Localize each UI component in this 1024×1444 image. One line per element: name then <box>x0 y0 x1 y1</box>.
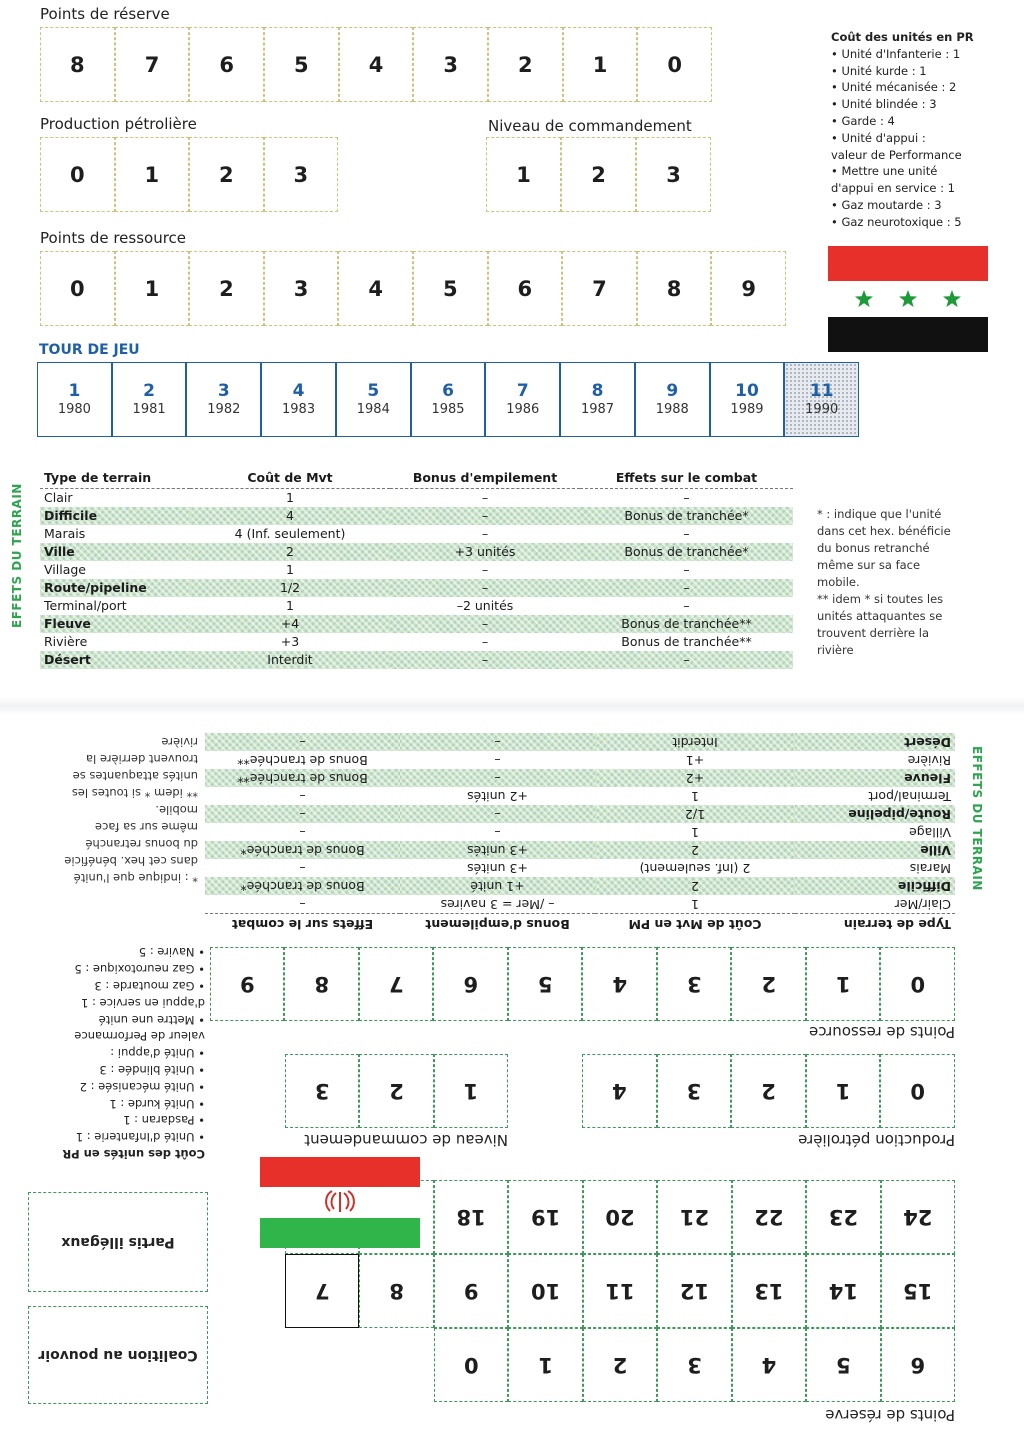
footnote-line: mobile. <box>155 803 198 817</box>
terrain-value: – <box>299 861 306 877</box>
terrain-value: +2 <box>595 770 795 788</box>
terrain-value: 2 <box>595 878 795 896</box>
unit-cost-line: • Mettre une unité <box>831 164 938 179</box>
iraq-resource-track <box>40 251 786 326</box>
reserve-box[interactable]: 3 <box>413 27 488 102</box>
flag-stripe-top <box>828 246 988 281</box>
terrain-value: – <box>299 789 306 805</box>
resource-box[interactable]: 7 <box>359 947 434 1021</box>
resource-box[interactable]: 3 <box>657 947 732 1021</box>
footnote-line: rivière <box>817 643 854 657</box>
terrain-row <box>40 597 793 615</box>
unit-cost-line: • Unité mécanisée : 2 <box>831 80 957 95</box>
resource-box[interactable]: 2 <box>732 947 807 1021</box>
terrain-row <box>205 734 955 752</box>
column-header: Type de terrain <box>795 914 955 934</box>
iran-oil-track <box>582 1054 955 1128</box>
column-header: Coût de Mvt <box>190 468 390 488</box>
reserve-box[interactable]: 24 <box>881 1180 955 1254</box>
footnote-line: * : indique que l'unité <box>817 507 942 521</box>
terrain-row <box>40 651 793 669</box>
turn-box[interactable] <box>411 362 486 437</box>
unit-cost-line: • Pasdaran : 1 <box>123 1113 205 1128</box>
iran-reserve-row <box>434 1328 955 1402</box>
footnote-line: ** idem * si toutes les <box>71 786 198 800</box>
terrain-row <box>205 770 955 788</box>
terrain-type: Rivière <box>44 633 88 649</box>
reserve-box[interactable]: 8 <box>360 1254 434 1328</box>
footnote-line: ** idem * si toutes les <box>817 592 944 606</box>
terrain-value: – <box>400 770 595 788</box>
resource-box[interactable]: 8 <box>637 251 712 326</box>
terrain-type: Clair <box>44 489 73 505</box>
reserve-box[interactable]: 22 <box>732 1180 806 1254</box>
terrain-value: +3 unités <box>467 861 528 877</box>
terrain-row <box>205 878 955 896</box>
terrain-value: – <box>390 507 580 525</box>
turn-box[interactable] <box>186 362 261 437</box>
unit-cost-line: • Unité kurde : 1 <box>109 1096 205 1111</box>
terrain-value: – <box>390 579 580 597</box>
turn-year: 1986 <box>506 401 540 417</box>
unit-cost-line: • Unité d'Infanterie : 1 <box>831 46 961 61</box>
terrain-value: +3 unités <box>400 842 595 860</box>
footnote-line: mobile. <box>817 575 860 589</box>
terrain-value: – <box>580 579 793 597</box>
terrain-type: Fleuve <box>795 770 955 788</box>
terrain-row <box>40 488 793 507</box>
terrain-value: 1 <box>691 825 699 841</box>
terrain-type: Désert <box>40 651 190 669</box>
terrain-row <box>40 579 793 597</box>
reserve-box[interactable]: 1 <box>508 1328 582 1402</box>
terrain-value: – <box>494 825 501 841</box>
terrain-value: – <box>205 806 400 824</box>
iraq-flag <box>828 246 988 352</box>
footnote-line: trouvent derrière la <box>817 626 929 640</box>
terrain-value: – <box>683 561 690 577</box>
turn-year: 1982 <box>207 401 241 417</box>
reserve-box[interactable]: 6 <box>881 1328 955 1402</box>
turn-year: 1981 <box>132 401 166 417</box>
turn-number: 2 <box>143 380 156 401</box>
turn-year: 1985 <box>431 401 465 417</box>
turn-box[interactable] <box>112 362 187 437</box>
command-box[interactable]: 3 <box>285 1054 359 1128</box>
terrain-type: Route/pipeline <box>795 806 955 824</box>
iran-terrain-table <box>205 734 955 935</box>
turn-box[interactable] <box>560 362 635 437</box>
reserve-box[interactable]: 9 <box>434 1254 508 1328</box>
oil-box[interactable]: 1 <box>115 137 190 212</box>
iran-oil-label: Production pétrolière <box>798 1131 955 1149</box>
resource-box[interactable]: 9 <box>711 251 786 326</box>
terrain-value: Bonus de tranchée* <box>205 842 400 860</box>
turn-number: 6 <box>442 380 454 401</box>
footnote-line: du bonus retranché <box>85 837 198 851</box>
terrain-value: Interdit <box>190 651 390 669</box>
terrain-value: 2 <box>190 543 390 561</box>
terrain-type: Terminal/port <box>868 789 951 805</box>
unit-cost-line: • Unité kurde : 1 <box>831 63 927 78</box>
turn-number: 11 <box>809 380 834 401</box>
iran-flag <box>260 1157 420 1248</box>
reserve-box[interactable]: 2 <box>583 1328 657 1402</box>
turn-number: 10 <box>735 380 759 401</box>
resource-box[interactable]: 0 <box>881 947 956 1021</box>
column-header: Effets sur le combat <box>580 468 793 488</box>
terrain-value: 4 (Inf. seulement) <box>234 525 346 541</box>
iran-resource-label: Points de ressource <box>808 1023 955 1041</box>
command-box[interactable]: 1 <box>434 1054 508 1128</box>
terrain-type: Ville <box>795 842 955 860</box>
terrain-value: Bonus de tranchée** <box>237 753 368 769</box>
terrain-value: 1 <box>286 561 294 577</box>
iran-command-label: Niveau de commandement <box>304 1131 508 1149</box>
flag-stripe-top <box>260 1218 420 1248</box>
terrain-value: – <box>481 633 489 649</box>
terrain-type: Village <box>909 825 951 841</box>
terrain-value: – <box>481 489 489 505</box>
terrain-row <box>205 824 955 842</box>
oil-box[interactable]: 4 <box>582 1054 657 1128</box>
terrain-row <box>205 842 955 860</box>
terrain-value: +1 unité <box>400 878 595 896</box>
iran-command-track <box>285 1054 508 1128</box>
column-header: Bonus d'empilement <box>390 468 580 488</box>
unit-cost-line: • Gaz moutarde : 3 <box>94 979 205 994</box>
resource-box[interactable]: 1 <box>806 947 881 1021</box>
command-box[interactable]: 3 <box>636 137 711 212</box>
turn-number: 1 <box>68 380 81 401</box>
illegal-parties-box[interactable]: Partis illégaux <box>28 1192 208 1292</box>
terrain-value: +1 <box>685 753 705 769</box>
reserve-box[interactable]: 3 <box>657 1328 731 1402</box>
footnote-line: même sur sa face <box>817 558 921 572</box>
terrain-row <box>205 860 955 878</box>
reserve-box[interactable]: 1 <box>563 27 638 102</box>
unit-cost-line: • Unité mécanisée : 2 <box>79 1079 205 1094</box>
iran-unit-costs <box>15 944 205 1162</box>
reserve-box[interactable]: 0 <box>434 1328 508 1402</box>
footnote-line: * : indique que l'unité <box>73 871 198 885</box>
terrain-row <box>205 788 955 806</box>
iraq-unit-costs <box>831 29 1021 231</box>
terrain-type: Village <box>44 561 86 577</box>
terrain-value: 1 <box>691 897 699 913</box>
terrain-value: – <box>400 806 595 824</box>
turn-number: 5 <box>367 380 380 401</box>
terrain-type: Désert <box>795 734 955 752</box>
oil-box[interactable]: 0 <box>880 1054 955 1128</box>
terrain-value: – <box>390 615 580 633</box>
reserve-box[interactable]: 14 <box>806 1254 880 1328</box>
terrain-value: – <box>390 651 580 669</box>
resource-box[interactable]: 6 <box>488 251 563 326</box>
iraq-command-label: Niveau de commandement <box>488 117 692 135</box>
turn-box[interactable] <box>485 362 560 437</box>
turn-number: 7 <box>516 380 529 401</box>
unit-cost-line: • Garde : 4 <box>831 113 895 128</box>
turn-number: 4 <box>292 380 305 401</box>
oil-box[interactable]: 3 <box>264 137 339 212</box>
turn-year: 1980 <box>57 401 91 417</box>
footnote-line: rivière <box>161 735 198 749</box>
terrain-value: – /Mer = 3 navires <box>440 897 555 913</box>
terrain-value: 2 (Inf. seulement) <box>639 861 751 877</box>
terrain-value: Bonus de tranchée** <box>205 770 400 788</box>
footnote-line: du bonus retranché <box>817 541 930 555</box>
turn-year: 1988 <box>655 401 689 417</box>
command-box[interactable]: 1 <box>486 137 561 212</box>
footnote-line: dans cet hex. bénéficie <box>64 854 198 868</box>
iraq-reserve-track <box>40 27 712 102</box>
reserve-box[interactable]: 5 <box>806 1328 880 1402</box>
terrain-value: – <box>683 525 690 541</box>
resource-box[interactable]: 3 <box>264 251 339 326</box>
terrain-type: Difficile <box>40 507 190 525</box>
unit-cost-line: d'appui en service : 1 <box>81 995 205 1010</box>
terrain-value: – <box>299 825 306 841</box>
resource-box[interactable]: 6 <box>434 947 509 1021</box>
unit-cost-line: • Gaz neurotoxique : 5 <box>74 962 205 977</box>
resource-box[interactable]: 2 <box>189 251 264 326</box>
turn-year: 1987 <box>580 401 615 417</box>
reserve-box[interactable]: 13 <box>732 1254 806 1328</box>
terrain-value: 1 <box>286 489 294 505</box>
iraq-terrain-table <box>40 468 793 669</box>
terrain-value: – <box>683 489 690 505</box>
turn-track-title: TOUR DE JEU <box>39 342 140 358</box>
terrain-value: +4 <box>190 615 390 633</box>
iran-resource-track <box>210 947 955 1021</box>
reserve-box[interactable]: 19 <box>508 1180 582 1254</box>
reserve-box[interactable]: 18 <box>434 1180 508 1254</box>
unit-cost-line: • Mettre une unité <box>98 1012 205 1027</box>
terrain-row <box>40 525 793 543</box>
iraq-terrain-footnote <box>817 506 987 659</box>
terrain-type: Terminal/port <box>44 597 127 613</box>
terrain-value: – <box>494 753 501 769</box>
terrain-value: –2 unités <box>456 597 514 613</box>
iraq-resource-label: Points de ressource <box>40 229 187 247</box>
reserve-box[interactable]: 2 <box>488 27 563 102</box>
command-box[interactable]: 2 <box>561 137 636 212</box>
turn-year: 1990 <box>805 401 839 417</box>
column-header: Type de terrain <box>40 468 190 488</box>
terrain-value: 1/2 <box>595 806 795 824</box>
unit-cost-line: valeur de Performance <box>74 1029 205 1044</box>
terrain-value: 4 <box>190 507 390 525</box>
resource-box[interactable]: 9 <box>210 947 285 1021</box>
oil-box[interactable]: 1 <box>806 1054 881 1128</box>
turn-number: 3 <box>217 380 230 401</box>
reserve-box[interactable]: 12 <box>657 1254 731 1328</box>
terrain-value: Bonus de tranchée** <box>621 633 752 649</box>
terrain-type: Clair/Mer <box>894 897 951 913</box>
terrain-value: – <box>580 651 793 669</box>
unit-cost-line: d'appui en service : 1 <box>831 181 955 196</box>
terrain-value: +2 unités <box>467 789 528 805</box>
iran-terrain-footnote <box>28 733 198 886</box>
column-header: Coût de Mvt en PM <box>595 914 795 934</box>
unit-costs-title: Coût des unités en PR <box>831 30 974 44</box>
unit-cost-line: • Unité d'Infanterie : 1 <box>75 1130 205 1145</box>
resource-box[interactable]: 8 <box>285 947 360 1021</box>
terrain-value: – <box>299 897 306 913</box>
terrain-row <box>205 752 955 770</box>
terrain-value: 1 <box>691 789 699 805</box>
terrain-value: +3 unités <box>390 543 580 561</box>
terrain-value: Bonus de tranchée* <box>580 507 793 525</box>
footnote-line: unités attaquantes se <box>72 769 198 783</box>
oil-box[interactable]: 0 <box>40 137 115 212</box>
oil-box[interactable]: 2 <box>189 137 264 212</box>
turn-year: 1989 <box>730 401 764 417</box>
terrain-value: Bonus de tranchée* <box>580 543 793 561</box>
terrain-value: 1 <box>286 597 294 613</box>
turn-box[interactable] <box>710 362 785 437</box>
footnote-line: unités attaquantes se <box>817 609 943 623</box>
ruling-coalition-box[interactable]: Coalition au pouvoir <box>28 1306 208 1404</box>
unit-cost-line: • Gaz neurotoxique : 5 <box>831 214 962 229</box>
iraq-command-track <box>486 137 711 212</box>
reserve-box[interactable]: 7 <box>115 27 190 102</box>
turn-box[interactable] <box>336 362 411 437</box>
iraq-oil-track <box>40 137 338 212</box>
turn-year: 1984 <box>356 401 390 417</box>
terrain-row <box>205 806 955 824</box>
iraq-reserve-label: Points de réserve <box>40 5 170 23</box>
resource-box[interactable]: 5 <box>413 251 488 326</box>
reserve-box[interactable]: 8 <box>40 27 115 102</box>
turn-box[interactable] <box>37 362 112 437</box>
iran-reserve-row <box>285 1254 955 1328</box>
terrain-type: Route/pipeline <box>40 579 190 597</box>
terrain-value: – <box>481 525 489 541</box>
resource-box[interactable]: 5 <box>508 947 583 1021</box>
terrain-row <box>40 507 793 525</box>
iraq-oil-label: Production pétrolière <box>40 115 197 133</box>
terrain-row <box>40 633 793 651</box>
reserve-box[interactable]: 20 <box>583 1180 657 1254</box>
command-box[interactable]: 2 <box>359 1054 433 1128</box>
unit-cost-line: • Unité blindée : 3 <box>99 1063 205 1078</box>
iran-reserve-label: Points de réserve <box>825 1406 955 1424</box>
footnote-line: même sur sa face <box>94 820 198 834</box>
terrain-row <box>40 543 793 561</box>
footnote-line: dans cet hex. bénéficie <box>817 524 951 538</box>
terrain-value: 2 <box>595 842 795 860</box>
reserve-box[interactable]: 7 <box>285 1254 359 1328</box>
footnote-line: trouvent derrière la <box>86 752 198 766</box>
unit-cost-line: • Unité d'appui : <box>110 1046 205 1061</box>
terrain-type: Marais <box>909 861 951 877</box>
resource-box[interactable]: 0 <box>40 251 115 326</box>
column-header: Effets sur le combat <box>205 914 400 934</box>
flag-stripe-bottom <box>260 1157 420 1187</box>
reserve-box[interactable]: 4 <box>339 27 414 102</box>
terrain-value: Bonus de tranchée** <box>580 615 793 633</box>
terrain-type: Difficile <box>795 878 955 896</box>
unit-cost-line: valeur de Performance <box>831 147 962 162</box>
unit-cost-line: • Unité blindée : 3 <box>831 97 937 112</box>
terrain-value: Interdit <box>595 734 795 752</box>
terrain-type: Marais <box>44 525 86 541</box>
terrain-type: Rivière <box>907 753 951 769</box>
iraq-terrain-side-title: EFFETS DU TERRAIN <box>10 483 24 628</box>
turn-track <box>37 362 859 437</box>
turn-number: 9 <box>666 380 679 401</box>
flag-stripe-bottom <box>828 317 988 352</box>
reserve-box[interactable]: 15 <box>881 1254 955 1328</box>
terrain-type: Fleuve <box>40 615 190 633</box>
turn-year: 1983 <box>282 401 316 417</box>
terrain-type: Ville <box>40 543 190 561</box>
reserve-box[interactable]: 11 <box>583 1254 657 1328</box>
terrain-value: Bonus de tranchée* <box>205 878 400 896</box>
turn-box[interactable] <box>635 362 710 437</box>
oil-box[interactable]: 3 <box>657 1054 732 1128</box>
terrain-value: – <box>400 734 595 752</box>
unit-cost-line: • Unité d'appui : <box>831 130 926 145</box>
iran-sheet <box>0 700 1024 1444</box>
turn-number: 8 <box>591 380 604 401</box>
terrain-value: – <box>683 597 690 613</box>
unit-cost-line: • Navire : 5 <box>138 945 205 960</box>
terrain-row <box>205 896 955 915</box>
iran-terrain-side-title: EFFETS DU TERRAIN <box>970 746 984 891</box>
terrain-value: +3 <box>280 633 300 649</box>
reserve-box[interactable]: 10 <box>508 1254 582 1328</box>
turn-box[interactable] <box>261 362 336 437</box>
terrain-row <box>40 615 793 633</box>
reserve-box[interactable]: 23 <box>806 1180 880 1254</box>
terrain-row <box>40 561 793 579</box>
unit-cost-line: • Gaz moutarde : 3 <box>831 197 942 212</box>
turn-box[interactable] <box>784 362 859 437</box>
unit-costs-title: Coût des unités en PR <box>62 1147 205 1161</box>
reserve-box[interactable]: 21 <box>657 1180 731 1254</box>
resource-box[interactable]: 1 <box>115 251 190 326</box>
resource-box[interactable]: 4 <box>338 251 413 326</box>
terrain-value: 1/2 <box>190 579 390 597</box>
reserve-box[interactable]: 4 <box>732 1328 806 1402</box>
reserve-box[interactable]: 6 <box>189 27 264 102</box>
resource-box[interactable]: 7 <box>562 251 637 326</box>
reserve-box[interactable]: 5 <box>264 27 339 102</box>
terrain-value: – <box>205 734 400 752</box>
oil-box[interactable]: 2 <box>731 1054 806 1128</box>
column-header: Bonus d'empilement <box>400 914 595 934</box>
reserve-box[interactable]: 0 <box>637 27 712 102</box>
terrain-value: – <box>481 561 489 577</box>
resource-box[interactable]: 4 <box>583 947 658 1021</box>
